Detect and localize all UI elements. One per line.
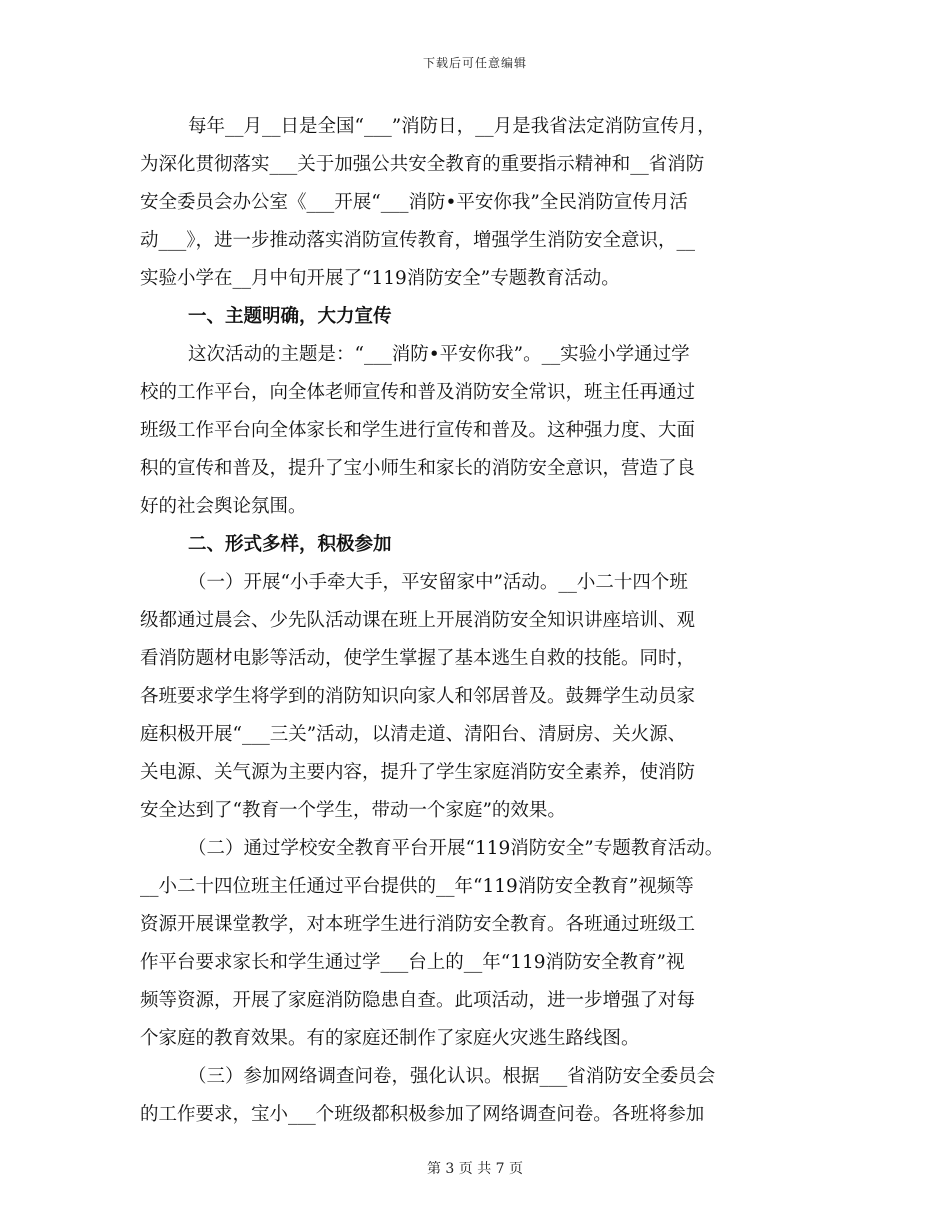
paragraph-line: （一）开展“小手牵大手，平安留家中”活动。__小二十四个班: [188, 572, 688, 593]
document-body: [140, 108, 830, 1134]
paragraph-line: （二）通过学校安全教育平台开展“119消防安全”专题教育活动。: [188, 838, 724, 859]
paragraph-line: （三）参加网络调查问卷，强化认识。根据___省消防安全委员会: [188, 1066, 716, 1087]
paragraph-line: 为深化贯彻落实___关于加强公共安全教育的重要指示精神和__省消防: [140, 154, 705, 175]
paragraph-line: 个家庭的教育效果。有的家庭还制作了家庭火灾逃生路线图。: [140, 1028, 640, 1049]
page-footer: 第 3 页 共 7 页: [426, 1161, 524, 1177]
paragraph-line: 班级工作平台向全体家长和学生进行宣传和普及。这种强力度、大面: [140, 420, 696, 441]
paragraph-line: 安全委员会办公室《___开展“___消防•平安你我”全民消防宣传月活: [140, 192, 688, 213]
paragraph-line: 关电源、关气源为主要内容，提升了学生家庭消防安全素养，使消防: [140, 762, 696, 783]
paragraph-line: 作平台要求家长和学生通过学___台上的__年“119消防安全教育”视: [140, 952, 685, 973]
section-heading: 一、主题明确，大力宣传: [188, 306, 392, 327]
paragraph-line: 动___》，进一步推动落实消防宣传教育，增强学生消防安全意识，__: [140, 230, 696, 251]
paragraph-line: 的工作要求，宝小___个班级都积极参加了网络调查问卷。各班将参加: [140, 1104, 705, 1125]
paragraph-line: 积的宣传和普及，提升了宝小师生和家长的消防安全意识，营造了良: [140, 458, 696, 479]
page-header-note: 下载后可任意编辑: [422, 56, 527, 70]
paragraph-line: 这次活动的主题是：“___消防•平安你我”。__实验小学通过学: [188, 344, 690, 365]
paragraph-line: 频等资源，开展了家庭消防隐患自查。此项活动，进一步增强了对每: [140, 990, 696, 1011]
paragraph-line: 级都通过晨会、少先队活动课在班上开展消防安全知识讲座培训、观: [140, 610, 696, 631]
section-heading: 二、形式多样，积极参加: [188, 534, 392, 555]
paragraph-line: 看消防题材电影等活动，使学生掌握了基本逃生自救的技能。同时，: [140, 648, 696, 669]
paragraph-line: 每年__月__日是全国“___”消防日，__月是我省法定消防宣传月，: [188, 116, 716, 137]
paragraph-line: 庭积极开展“___三关”活动，以清走道、清阳台、清厨房、关火源、: [140, 724, 687, 745]
paragraph-line: 实验小学在__月中旬开展了“119消防安全”专题教育活动。: [140, 268, 620, 289]
paragraph-line: 校的工作平台，向全体老师宣传和普及消防安全常识，班主任再通过: [140, 382, 696, 403]
paragraph-line: __小二十四位班主任通过平台提供的__年“119消防安全教育”视频等: [140, 876, 694, 897]
paragraph-line: 资源开展课堂教学，对本班学生进行消防安全教育。各班通过班级工: [140, 914, 696, 935]
paragraph-line: 好的社会舆论氛围。: [140, 496, 307, 517]
paragraph-line: 安全达到了“教育一个学生，带动一个家庭”的效果。: [140, 800, 566, 821]
paragraph-line: 各班要求学生将学到的消防知识向家人和邻居普及。鼓舞学生动员家: [140, 686, 696, 707]
